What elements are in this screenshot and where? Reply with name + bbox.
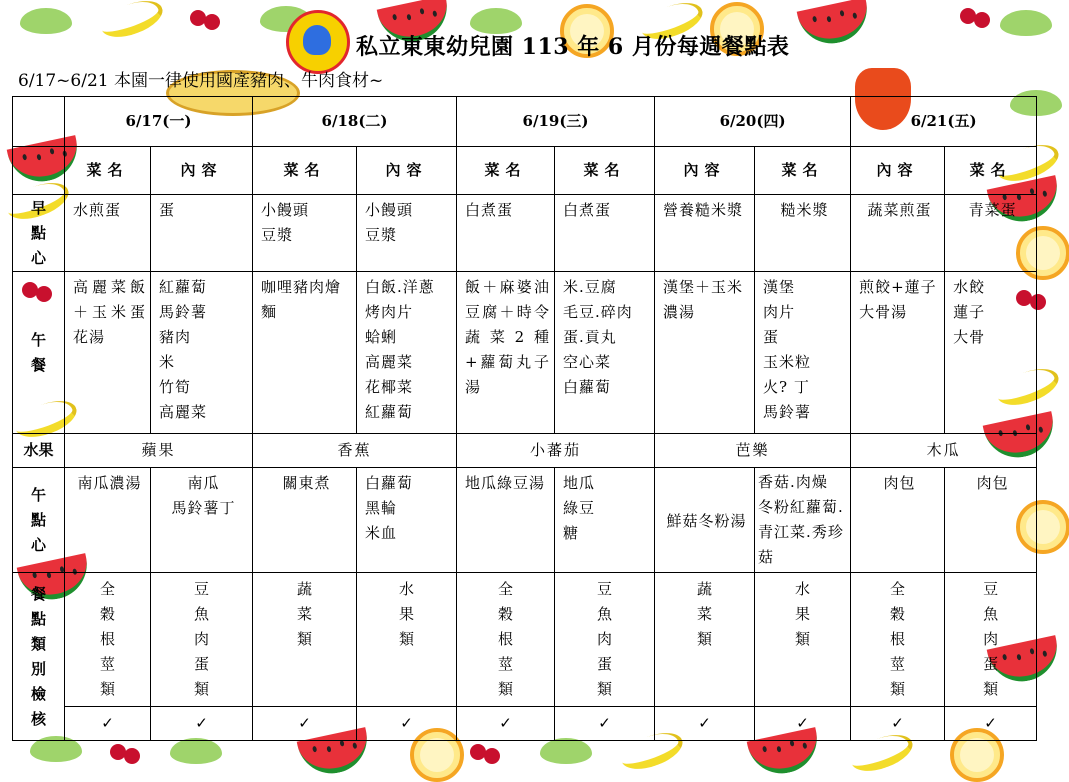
afternoon-cell: 肉包 [945, 468, 1037, 573]
kindergarten-logo [286, 10, 350, 74]
check-mark: ✓ [65, 707, 151, 741]
lunch-cell: 白飯.洋蔥 烤肉片 蛤蜊 高麗菜 花椰菜 紅蘿蔔 [357, 272, 457, 434]
fruit-cell: 蘋果 [65, 434, 253, 468]
column-header: 菜名 [457, 147, 555, 195]
afternoon-cell: 南瓜 馬鈴薯丁 [151, 468, 253, 573]
afternoon-cell: 香菇.肉燥 冬粉紅蘿蔔.青江菜.秀珍菇 [755, 468, 851, 573]
category-cell: 全 穀 根 莖 類 [457, 573, 555, 707]
breakfast-cell: 小饅頭 豆漿 [357, 195, 457, 272]
cherry-decoration [960, 8, 976, 24]
date-cell: 6/17(一) [65, 97, 253, 147]
date-cell: 6/20(四) [655, 97, 851, 147]
column-header: 內容 [851, 147, 945, 195]
column-header: 內容 [151, 147, 253, 195]
column-header: 內容 [357, 147, 457, 195]
column-header-row [13, 147, 1037, 195]
afternoon-row [13, 468, 1037, 573]
category-row [13, 573, 1037, 707]
cherry-decoration [470, 744, 486, 760]
lunch-cell: 米.豆腐 毛豆.碎肉 蛋.貢丸 空心菜 白蘿蔔 [555, 272, 655, 434]
fruit-cell: 香蕉 [253, 434, 457, 468]
breakfast-cell: 蔬菜煎蛋 [851, 195, 945, 272]
check-mark: ✓ [253, 707, 357, 741]
row-label-lunch [13, 272, 65, 434]
cherry-decoration [110, 744, 126, 760]
afternoon-cell: 鮮菇冬粉湯 [655, 468, 755, 573]
category-cell: 水 果 類 [357, 573, 457, 707]
column-header: 內容 [655, 147, 755, 195]
row-label-text: 早 點 心 [30, 198, 46, 267]
meat-origin-note: 6/17~6/21 本園一律使用國產豬肉、牛肉食材~ [18, 71, 384, 91]
row-label-text: 餐 點 類 別 檢 核 [30, 584, 46, 728]
lunch-cell: 飯＋麻婆油豆腐＋時令蔬菜2種+蘿蔔丸子湯 [457, 272, 555, 434]
lunch-cell: 煎餃+蓮子大骨湯 [851, 272, 945, 434]
leaf-decoration [1000, 10, 1052, 36]
category-cell: 全 穀 根 莖 類 [851, 573, 945, 707]
row-label-fruit: 水果 [13, 434, 65, 468]
row-label-text: 午 餐 [30, 330, 46, 374]
leaf-decoration [20, 8, 72, 34]
watermelon-decoration [797, 0, 874, 50]
afternoon-cell: 肉包 [851, 468, 945, 573]
category-cell: 全 穀 根 莖 類 [65, 573, 151, 707]
afternoon-cell: 關東煮 [253, 468, 357, 573]
category-cell: 蔬 菜 類 [655, 573, 755, 707]
breakfast-cell: 營養糙米漿 [655, 195, 755, 272]
date-cell: 6/21(五) [851, 97, 1037, 147]
leaf-decoration [170, 738, 222, 764]
check-mark: ✓ [457, 707, 555, 741]
category-cell: 豆 魚 肉 蛋 類 [555, 573, 655, 707]
check-mark: ✓ [151, 707, 253, 741]
lunch-cell: 高麗菜飯＋玉米蛋花湯 [65, 272, 151, 434]
afternoon-cell: 地瓜 綠豆 糖 [555, 468, 655, 573]
lunch-cell: 紅蘿蔔 馬鈴薯 豬肉 米 竹筍 高麗菜 [151, 272, 253, 434]
breakfast-cell: 蛋 [151, 195, 253, 272]
category-cell: 蔬 菜 類 [253, 573, 357, 707]
check-mark: ✓ [945, 707, 1037, 741]
leaf-decoration [540, 738, 592, 764]
date-cell: 6/19(三) [457, 97, 655, 147]
row-label-breakfast [13, 195, 65, 272]
fruit-cell: 木瓜 [851, 434, 1037, 468]
lunch-cell: 漢堡＋玉米濃湯 [655, 272, 755, 434]
column-header: 菜名 [945, 147, 1037, 195]
lunch-cell: 水餃 蓮子 大骨 [945, 272, 1037, 434]
afternoon-cell: 南瓜濃湯 [65, 468, 151, 573]
weekly-menu-table [12, 96, 1037, 741]
date-row [13, 97, 1037, 147]
check-row [13, 707, 1037, 741]
breakfast-cell: 白煮蛋 [555, 195, 655, 272]
column-header: 菜名 [555, 147, 655, 195]
afternoon-cell: 白蘿蔔 黑輪 米血 [357, 468, 457, 573]
category-cell: 豆 魚 肉 蛋 類 [945, 573, 1037, 707]
category-cell: 豆 魚 肉 蛋 類 [151, 573, 253, 707]
date-cell: 6/18(二) [253, 97, 457, 147]
breakfast-cell: 青菜蛋 [945, 195, 1037, 272]
corner-cell [13, 97, 65, 147]
fruit-cell: 小蕃茄 [457, 434, 655, 468]
check-mark: ✓ [357, 707, 457, 741]
category-cell: 水 果 類 [755, 573, 851, 707]
page-title: 私立東東幼兒園 113 年 6 月份每週餐點表 [356, 34, 790, 60]
lunch-cell: 咖哩豬肉燴麵 [253, 272, 357, 434]
corner-cell [13, 147, 65, 195]
breakfast-row [13, 195, 1037, 272]
column-header: 菜名 [65, 147, 151, 195]
lunch-row [13, 272, 1037, 434]
column-header: 菜名 [253, 147, 357, 195]
breakfast-cell: 白煮蛋 [457, 195, 555, 272]
check-mark: ✓ [851, 707, 945, 741]
breakfast-cell: 水煎蛋 [65, 195, 151, 272]
cherry-decoration [190, 10, 206, 26]
breakfast-cell: 糙米漿 [755, 195, 851, 272]
row-label-text: 午 點 心 [30, 485, 46, 554]
lunch-cell: 漢堡 肉片 蛋 玉米粒 火? 丁 馬鈴薯 [755, 272, 851, 434]
check-mark: ✓ [555, 707, 655, 741]
afternoon-cell: 地瓜綠豆湯 [457, 468, 555, 573]
fruit-cell: 芭樂 [655, 434, 851, 468]
check-mark: ✓ [655, 707, 755, 741]
row-label-check [13, 573, 65, 741]
column-header: 菜名 [755, 147, 851, 195]
row-label-afternoon [13, 468, 65, 573]
banana-decoration [97, 0, 167, 44]
check-mark: ✓ [755, 707, 851, 741]
fruit-row [13, 434, 1037, 468]
breakfast-cell: 小饅頭 豆漿 [253, 195, 357, 272]
